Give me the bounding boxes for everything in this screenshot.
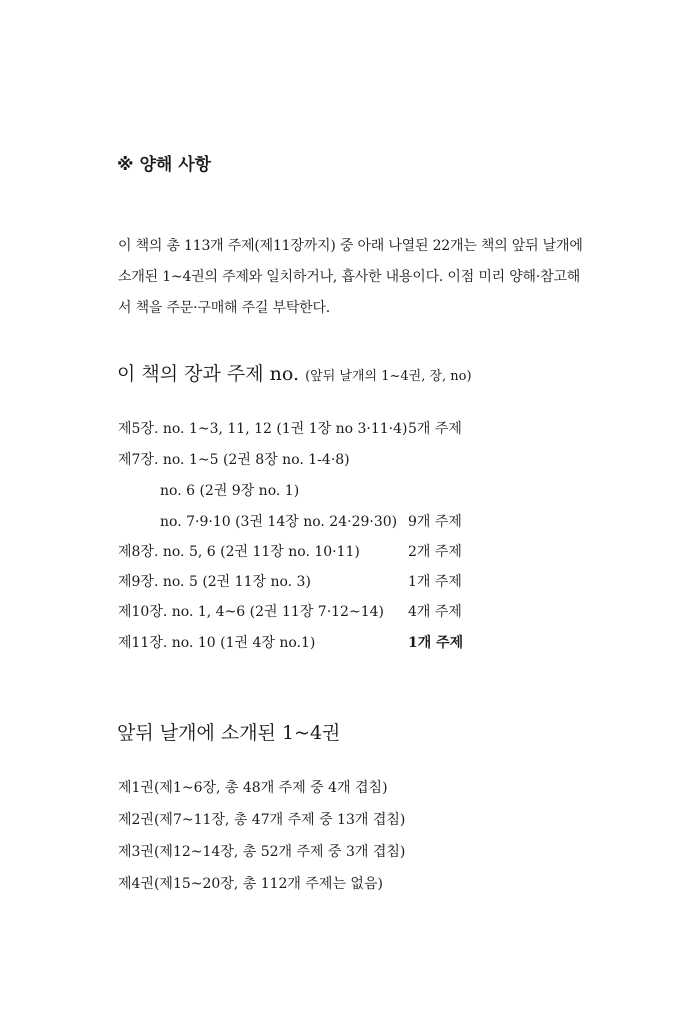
chapters-heading-main: 이 책의 장과 주제 no. <box>117 363 300 385</box>
chapter-row-count: 2개 주제 <box>408 544 462 560</box>
chapter-row-text: no. 6 (2권 9장 no. 1) <box>160 483 300 499</box>
volume-item: 제2권(제7~11장, 총 47개 주제 중 13개 겹침) <box>118 812 406 828</box>
notice-paragraph-line: 이 책의 총 113개 주제(제11장까지) 중 아래 나열된 22개는 책의 앞뒤 날개에 <box>118 238 583 254</box>
chapter-row-text: 제9장. no. 5 (2권 11장 no. 3) <box>118 574 311 590</box>
chapter-row-count: 1개 주제 <box>408 574 462 590</box>
chapter-row-text: 제11장. no. 10 (1권 4장 no.1) <box>118 635 316 651</box>
notice-paragraph-line: 서 책을 주문·구매해 주길 부탁한다. <box>118 300 331 316</box>
chapter-row-text: 제7장. no. 1~5 (2권 8장 no. 1-4·8) <box>118 452 350 468</box>
chapters-heading-sub: (앞뒤 날개의 1~4권, 장, no) <box>305 369 472 384</box>
chapter-row-count: 5개 주제 <box>408 421 462 437</box>
chapter-row-text: 제5장. no. 1~3, 11, 12 (1권 1장 no 3·11·4) <box>118 421 408 437</box>
chapter-row-count: 4개 주제 <box>408 604 462 620</box>
volume-item: 제1권(제1~6장, 총 48개 주제 중 4개 겹침) <box>118 780 388 796</box>
chapter-row-text: 제10장. no. 1, 4~6 (2권 11장 7·12~14) <box>118 604 384 620</box>
volumes-heading: 앞뒤 날개에 소개된 1~4권 <box>117 722 341 744</box>
volume-item: 제4권(제15~20장, 총 112개 주제는 없음) <box>118 876 383 892</box>
notice-paragraph-line: 소개된 1~4권의 주제와 일치하거나, 흡사한 내용이다. 이점 미리 양해·참고해 <box>118 269 581 285</box>
volume-item: 제3권(제12~14장, 총 52개 주제 중 3개 겹침) <box>118 844 406 860</box>
chapters-heading <box>117 359 472 386</box>
chapter-row-text: 제8장. no. 5, 6 (2권 11장 no. 10·11) <box>118 544 360 560</box>
chapter-row-text: no. 7·9·10 (3권 14장 no. 24·29·30) <box>160 514 398 530</box>
notice-title: ※ 양해 사항 <box>117 155 212 175</box>
chapter-row-count: 9개 주제 <box>408 514 462 530</box>
chapter-row-count: 1개 주제 <box>408 635 464 651</box>
